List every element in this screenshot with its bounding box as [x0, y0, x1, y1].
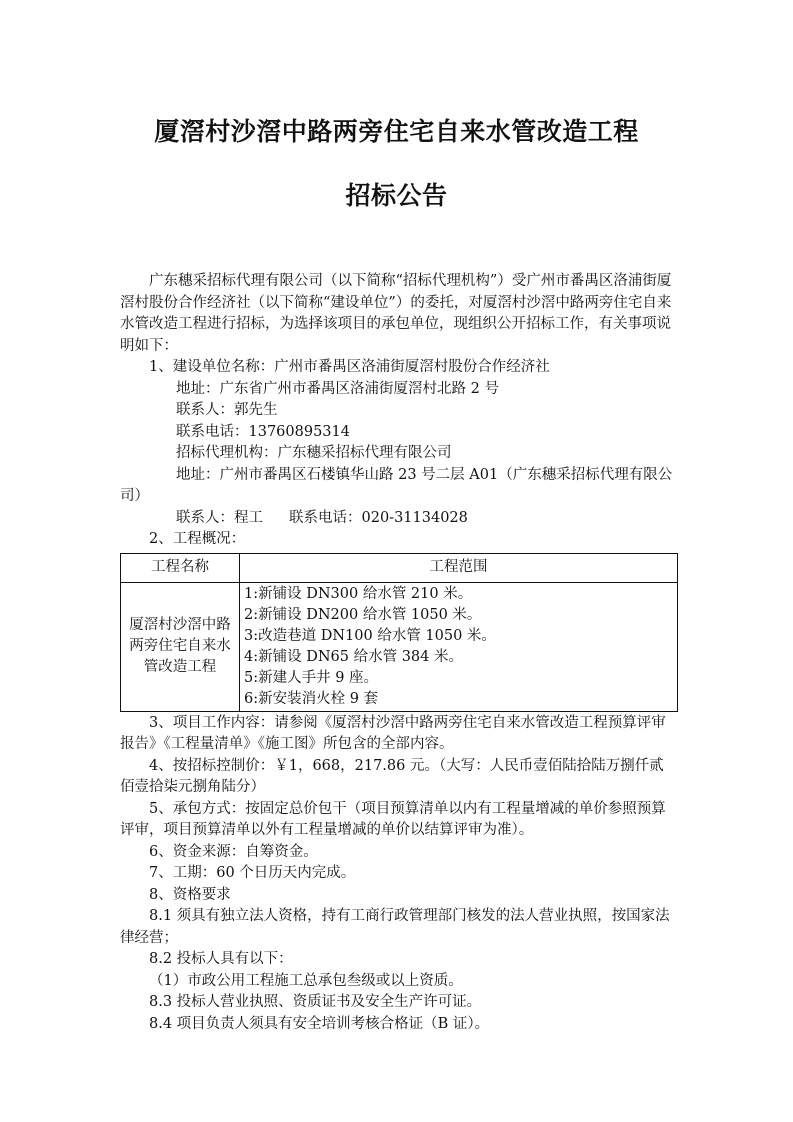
table-header-row [121, 553, 678, 582]
requirement-8-2-1: （1）市政公用工程施工总承包叁级或以上资质。 [149, 972, 463, 989]
requirement-8-1: 8.1 须具有独立法人资格，持有工商行政管理部门核发的法人营业执照，按国家法律经营； [120, 908, 670, 946]
requirement-8-4: 8.4 项目负责人须具有安全培训考核合格证（B 证）。 [149, 1015, 490, 1032]
header-project-name: 工程名称 [121, 553, 240, 582]
unit-address: 地址：广东省广州市番禺区洛浦街厦滘村北路 2 号 [176, 380, 499, 397]
scope-item: 6:新安装消火栓 9 套 [244, 690, 379, 707]
scope-item: 5:新建人手井 9 座。 [244, 669, 379, 686]
agency-contact: 联系人：程工 [176, 509, 263, 526]
agency-address: 地址：广州市番禺区石楼镇华山路 23 号二层 A01（广东穗采招标代理有限公司） [120, 466, 673, 504]
section-2-heading: 2、工程概况： [149, 531, 246, 547]
scope-item: 3:改造巷道 DN100 给水管 1050 米。 [244, 627, 496, 644]
section-6-funding: 6、资金来源：自筹资金。 [149, 843, 318, 860]
requirement-8-2: 8.2 投标人具有以下： [149, 951, 293, 967]
intro-paragraph: 广东穗采招标代理有限公司（以下简称“招标代理机构”）受广州市番禺区洛浦街厦滘村股份合作经济社（以下简称“建设单位”）的委托，对厦滘村沙滘中路两旁住宅自来水管改造工程进行招标，为选择该项目的承包单位，现组织公开招标工作，有关事项说明如下： [120, 273, 672, 354]
document-body [120, 271, 678, 1035]
section-4-control-price: 4、按招标控制价：￥1，668，217.86 元。（大写：人民币壹佰陆拾陆万捌仟贰佰壹拾柒元捌角陆分） [120, 757, 664, 795]
project-name-cell: 厦滘村沙滘中路两旁住宅自来水管改造工程 [121, 582, 240, 711]
agency-phone: 联系电话：020-31134028 [289, 509, 468, 526]
agency-name: 招标代理机构：广东穗采招标代理有限公司 [176, 445, 452, 461]
requirement-8-3: 8.3 投标人营业执照、资质证书及安全生产许可证。 [149, 994, 482, 1010]
project-overview-table [120, 553, 678, 712]
unit-phone: 联系电话：13760895314 [176, 423, 350, 440]
section-3-work-content: 3、项目工作内容：请参阅《厦滘村沙滘中路两旁住宅自来水管改造工程预算评审报告》《工程量清单》《施工图》所包含的全部内容。 [120, 714, 666, 752]
agency-contact-line [120, 508, 678, 530]
scope-item: 2:新铺设 DN200 给水管 1050 米。 [244, 606, 482, 623]
project-scope-cell [240, 582, 678, 711]
page-subtitle: 招标公告 [345, 181, 448, 210]
section-7-duration: 7、工期：60 个日历天内完成。 [149, 865, 356, 881]
unit-contact: 联系人：郭先生 [176, 402, 278, 418]
section-8-heading: 8、资格要求 [149, 886, 231, 903]
header-project-scope: 工程范围 [240, 553, 678, 582]
scope-item: 1:新铺设 DN300 给水管 210 米。 [244, 585, 473, 602]
table-row [121, 582, 678, 711]
scope-item: 4:新铺设 DN65 给水管 384 米。 [244, 648, 463, 665]
page-title: 厦滘村沙滘中路两旁住宅自来水管改造工程 [154, 117, 639, 146]
section-5-contract-method: 5、承包方式：按固定总价包干（项目预算清单以内有工程量增减的单价参照预算评审，项目预算清单以外有工程量增减的单价以结算评审为准）。 [120, 800, 666, 838]
section-1-unit: 1、建设单位名称：广州市番禺区洛浦街厦滘村股份合作经济社 [149, 359, 550, 375]
